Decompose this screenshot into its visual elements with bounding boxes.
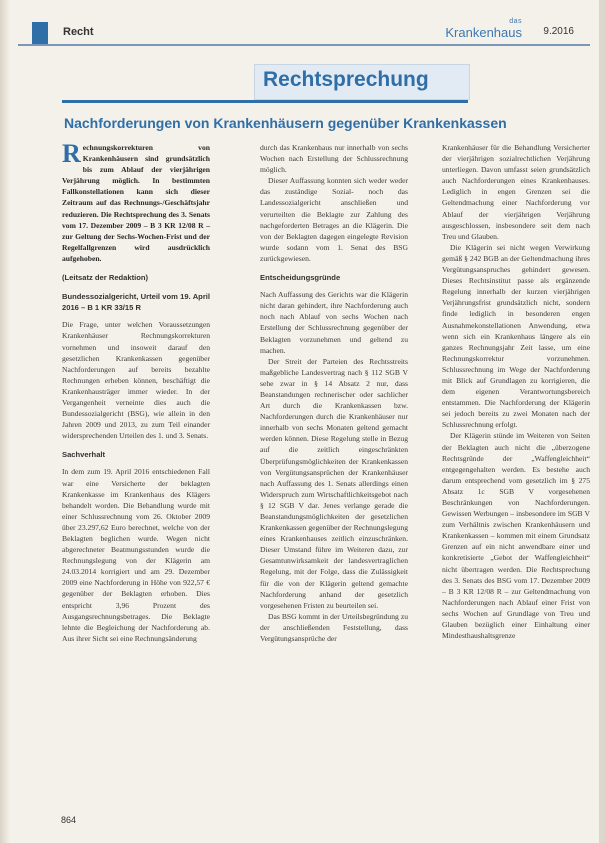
paragraph: Der Streit der Parteien des Rechtsstreits maßgebliche Landesvertrag nach § 112 SGB V sehe zwar in § 14 Absatz 2 nur, dass Beanstandungen rechnerischer oder sachlicher Art durch die Krankenkassen bzw. Nachforderungen durch die Krankenhäuser nur innerhalb von sechs Monaten geltend gemacht werden können. Diese Regelung stelle in Bezug auf die zeitlich eingeschränkten Überprüfungsmöglichkeiten der Krankenkassen von Vergütungsansprüchen der Krankenhäuser nach Auffassung des 1. Senats allerdings einen Widerspruch zum Wirtschaftlichkeitsgebot nach § 12 SGB V dar. Jenes verlange gerade die Beanstandungsmöglichkeiten der gesetzlichen Krankenkassen gegenüber der Rechnungslegung eines Krankenhauses zeitlich einzuschränken. Dieser Umstand führe im Weiteren dazu, zur Gesamtunwirksamkeit der landesvertraglichen Regelung, mit der Folge, dass die Zulässigkeit für die von der Klägerin geltend gemachte Nachforderung anhand der gesetzlich vorgesehenen Fristen zu beurteilen sei. [260,356,408,610]
article-headline: Nachforderungen von Krankenhäusern gegenüber Krankenkassen [64,115,507,131]
paragraph: Dieser Auffassung konnten sich weder weder das zuständige Sozial- noch das Landessozialgericht anschließen und verurteilten die Beklagte zur Zahlung des nachgeforderten Betrages an die Klägerin. Die von der Beklagten dagegen eingelegte Revision wurde sodann vom 1. Senat des BSG zurückgewiesen. [260,176,408,263]
category-title: Rechtsprechung [263,68,429,91]
court-citation: Bundessozialgericht, Urteil vom 19. April 2016 – B 1 KR 33/15 R [62,292,210,313]
paragraph: Nach Auffassung des Gerichts war die Klägerin nicht daran gehindert, ihre Nachforderung auch noch nach Ablauf von sechs Wochen nach Erstellung der Schlussrechnung gegenüber der Beklagten vorzunehmen und geltend zu machen. [260,290,408,355]
logo-name: Krankenhaus [445,25,522,40]
intro-paragraph: Die Frage, unter welchen Voraussetzungen Krankenhäuser Rechnungskorrekturen vornehmen und insoweit darauf den gesetzlichen Krankenkassen gegenüber Nachforderungen auf bereits bezahlte Rechnungen erheben können, beschäftigt die Krankenhausträger immer wieder. In der Vergangenheit verneinte dies auch die Bundessozialgericht (BSG), wie allein in den Jahren 2009 und 2013, zu zum Teil einander widersprechenden Urteilen des 1. und 3. Senats. [62,320,210,441]
heading-sachverhalt: Sachverhalt [62,450,106,460]
paragraph: Das BSG kommt in der Urteilsbegründung zu der anschließenden Feststellung, dass Vergütungsansprüche der [260,611,408,644]
page-number: 864 [61,815,77,825]
paragraph: Krankenhäuser für die Behandlung Versicherter der vierjährigen sozialrechtlichen Verjährung unterliegen. Davon umfasst seien grundsätzlich auch Nachforderungen eines Krankenhauses. Lediglich in engen Grenzen sei die Geltendmachung einer Nachforderung vor Ablauf der vierjährigen Verjährung ausgeschlossen, insbesondere seit dem nach Treu und Glauben. [442,143,590,241]
category-banner [254,64,470,100]
scan-edge [599,0,605,843]
lead-paragraph [62,139,210,264]
lead-text: echnungskorrekturen von Krankenhäusern sind grundsätzlich bis zum Ablauf der vierjährigen Verjährung möglich. In bestimmten Fallkonstellationen kann sich dieser Zeitraum auf das Rechnungs-/Geschäftsjahr reduzieren. Die Rechtsprechung des 3. Senats vom 17. Dezember 2009 – B 3 KR 12/08 R – zur Geltung der Sechs-Wochen-Frist und der Regelfallgrenzen wird ausdrücklich aufgehoben. [62,143,210,263]
scan-spine-shadow [0,0,10,843]
text-column-3 [442,142,590,641]
banner-rule [62,100,468,103]
magazine-logo [445,18,522,41]
text-column-1 [62,139,210,644]
paragraph: Die Klägerin sei nicht wegen Verwirkung gemäß § 242 BGB an der Geltendmachung ihres Vergütungsanspruches gehindert gewesen. Dieses Rechtsinstitut passe als ergänzende Regelung innerhalb der kurzen vierjährigen Verjährungsfrist grundsätzlich nicht, sondern finde lediglich in besonderen engen Ausnahmekonstellationen Anwendung, etwa wenn sich ein Krankenhaus längere als ein ganzes Rechnungsjahr Zeit lasse, um eine Rechnungskorrektur vorzunehmen. Schlussrechnung im Wege der Nachforderung mit Blick auf Grundlagen zu korrigieren, die dem eigenen Verantwortungsbereich entstammen. Die Nachforderung der Klägerin sei jedoch bereits zu zwei Monaten nach der Schlussrechnung erfolgt. [442,242,590,430]
page-header [18,18,590,46]
logo-small-text: das [509,18,522,25]
facts-paragraph: In dem zum 19. April 2016 entschiedenen Fall war eine Versicherte der beklagten Krankenkasse im Krankenhaus des Klägers behandelt worden. Die Behandlung wurde mit einer Schlussrechnung vom 26. Oktober 2009 über 23.297,62 Euro berechnet, welche von der Beklagten beglichen wurde. Wegen nicht abgerechneter Beatmungsstunden wurde die Rechnungslegung von der Klägerin am 24.03.2014 korrigiert und am 29. Dezember 2009 eine Nachforderung in Höhe von 922,57 € gegenüber der Beklagten erhoben. Dies entspricht 3,96 Prozent des Ausgangsrechnungsbetrages. Die Beklagte lehnte die Begleichung der Nachforderung ab. Aus ihrer Sicht sei eine Rechnungsänderung [62,467,210,643]
text-column-2 [260,142,408,644]
editorial-note: (Leitsatz der Redaktion) [62,273,149,283]
paragraph: durch das Krankenhaus nur innerhalb von sechs Wochen nach Erstellung der Schlussrechnung möglich. [260,143,408,175]
header-color-bar [32,22,48,44]
drop-cap: R [62,139,81,168]
section-label: Recht [63,26,94,38]
heading-entscheidungsgruende: Entscheidungsgründe [260,273,341,283]
paragraph: Der Klägerin stünde im Weiteren von Seiten der Beklagten auch nicht die „überzogene Rechtsgründe der „Waffengleichheit“ entgegengehalten werden. Es bestehe auch darum entsprechend vom gesetzlich im § 275 Absatz 1c SGB V vorgesehenen Beschränkungen von Nachforderungen. Gewissen Werbungen – insbesondere im SGB V zum Verhältnis zwischen Krankenhäusern und Krankenkassen – kommen mit einem Grundsatz Grenzen auf ein nicht anwendbare einer und konkretisierte „Gebot der Waffengleichheit“ nicht übertragen werden. Die Rechtsprechung des 3. Senats des BSG vom 17. Dezember 2009 – B 3 KR 12/08 R – zur Geltendmachung von Nachforderungen nach Ablauf einer Frist von sechs Wochen auf Grundlage von Treu und Glauben bezüglich einer Einhaltung einer Mindesthaushaltsgrenze [442,431,590,641]
issue-number: 9.2016 [543,26,574,37]
